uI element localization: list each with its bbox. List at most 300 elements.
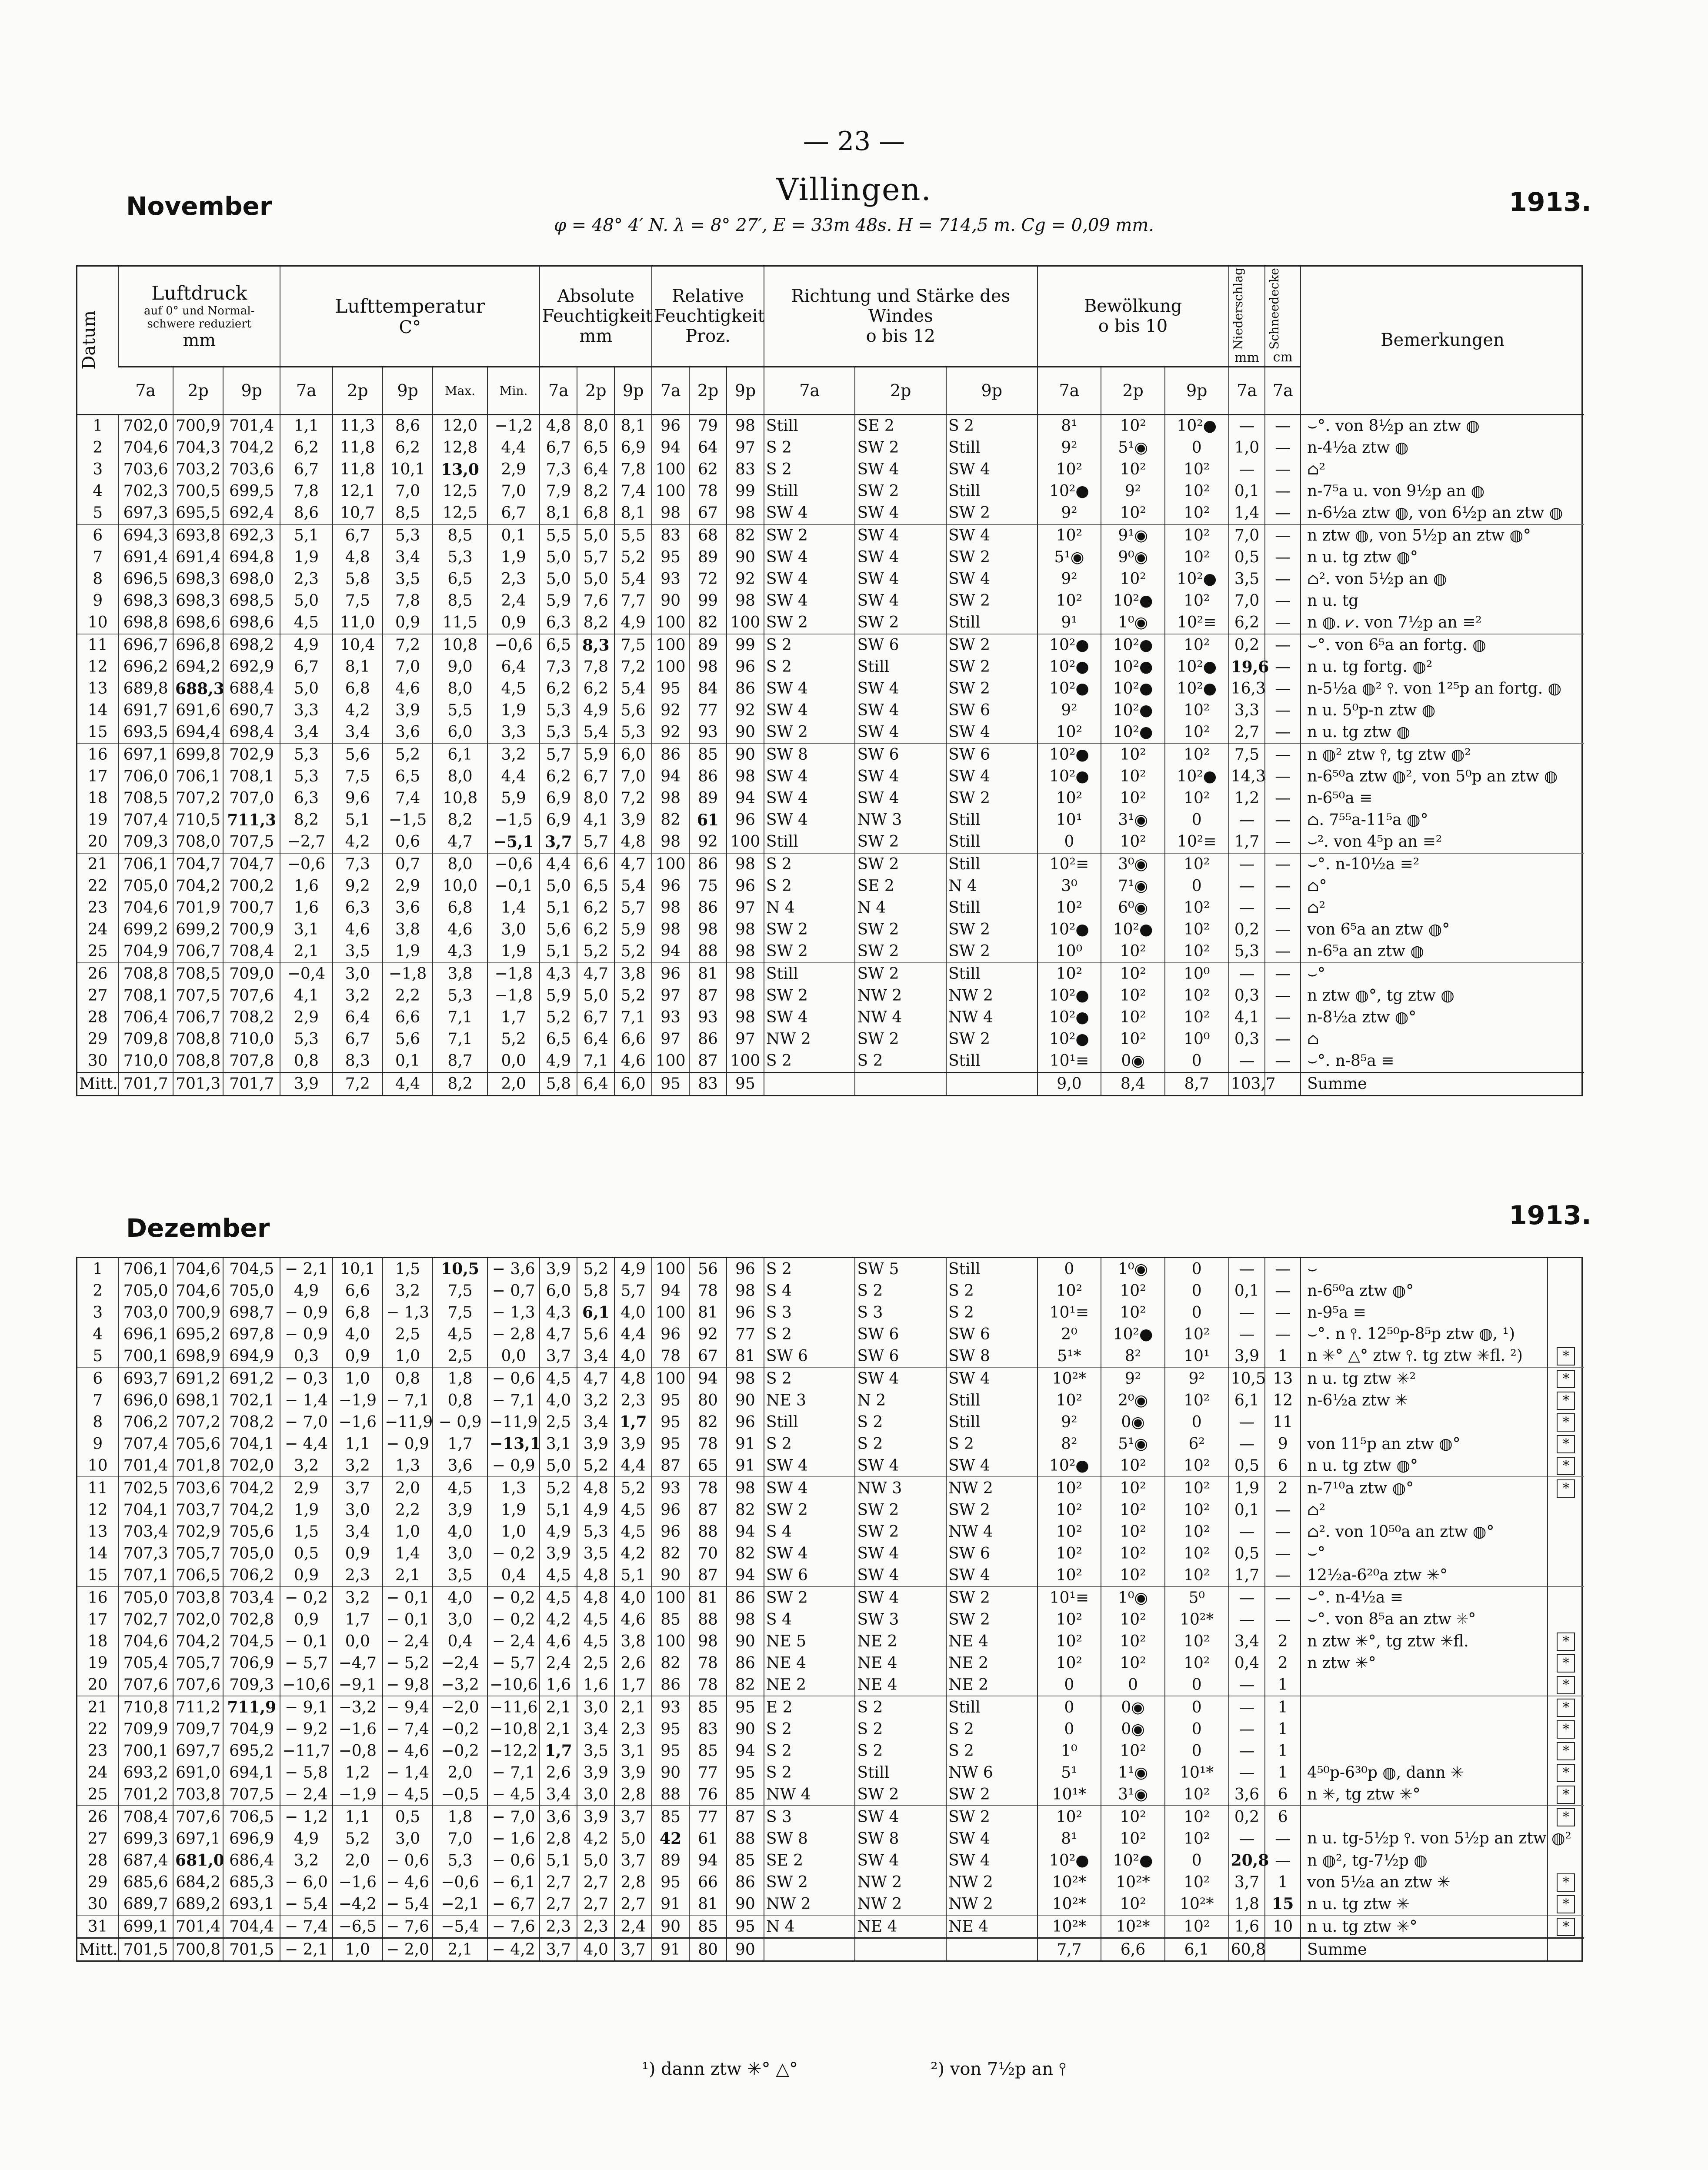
table-cell: 5,5: [433, 700, 487, 721]
table-cell: 86: [689, 853, 727, 875]
row-date: 21: [77, 1696, 118, 1718]
row-date: 16: [77, 1586, 118, 1609]
table-cell: ⌂. 7⁵⁵a-11⁵a ◍°: [1301, 809, 1584, 831]
table-cell: 10²*: [1101, 1915, 1165, 1938]
table-cell: —: [1265, 590, 1301, 612]
table-cell: 3,7: [540, 1345, 577, 1367]
table-cell: 699,3: [118, 1828, 173, 1850]
table-cell: 5¹◉: [1037, 547, 1101, 568]
row-date: 14: [87, 1544, 108, 1562]
table-cell: SW 4: [855, 700, 946, 721]
table-cell: 1¹◉: [1101, 1762, 1165, 1783]
table-cell: 5,4: [614, 678, 652, 700]
table-cell: 10²●: [1101, 721, 1165, 744]
table-cell: 710,5: [173, 809, 223, 831]
table-cell: − 7,4: [280, 1915, 332, 1938]
snow-box-icon: *: [1557, 1873, 1575, 1892]
table-cell: 2,8: [614, 1871, 652, 1893]
table-row: [77, 744, 1584, 766]
table-cell: 6,7: [280, 656, 332, 678]
table-cell: 696,7: [118, 634, 173, 656]
table-row: [77, 1050, 1584, 1073]
table-cell: 10²: [1037, 721, 1101, 744]
table-cell: S 4: [764, 1609, 855, 1630]
table-cell: 5¹◉: [1101, 1433, 1165, 1455]
table-cell: Still: [764, 831, 855, 853]
table-cell: 12: [1265, 1389, 1301, 1411]
station-coordinates: φ = 48° 4′ N. λ = 8° 27′, E = 33m 48s. H = 714,5 m. Cg = 0,09 mm.: [554, 215, 1154, 235]
table-cell: SW 2: [946, 1609, 1037, 1630]
table-cell: −2,4: [433, 1652, 487, 1674]
table-row: [77, 831, 1584, 853]
table-row: [77, 1915, 1584, 1938]
table-cell: NW 2: [946, 985, 1037, 1007]
table-cell: 86: [689, 897, 727, 919]
table-cell: 700,1: [118, 1740, 173, 1762]
table-cell: ⌣°. n-4½a ≡: [1301, 1586, 1548, 1609]
table-cell: SW 2: [946, 1783, 1037, 1806]
table-cell: 94: [689, 1850, 727, 1871]
table-cell: N 4: [764, 897, 855, 919]
table-cell: SW 2: [855, 853, 946, 875]
table-cell: NE 4: [855, 1915, 946, 1938]
table-cell: 0,9: [333, 1542, 383, 1564]
table-cell: 4,1: [280, 985, 332, 1007]
table-cell: −1,9: [333, 1783, 383, 1806]
table-cell: 98: [727, 919, 764, 941]
table-cell: 1,9: [1229, 1477, 1265, 1499]
table-cell: 698,6: [173, 612, 223, 634]
table-cell: 11,0: [333, 612, 383, 634]
table-cell: 5,5: [614, 524, 652, 547]
table-cell: 10²*: [1101, 1871, 1165, 1893]
table-cell: −3,2: [433, 1674, 487, 1696]
snow-box-icon: *: [1557, 1413, 1575, 1432]
mean-cell: 6,0: [614, 1072, 652, 1095]
table-cell: 6,9: [540, 809, 577, 831]
table-cell: [1301, 1806, 1548, 1828]
row-date: 30: [87, 1052, 108, 1070]
table-cell: 6,5: [540, 634, 577, 656]
table-cell: 692,4: [223, 502, 280, 524]
table-cell: 2,5: [540, 1411, 577, 1433]
table-cell: 1,1: [333, 1806, 383, 1828]
table-cell: 3,4: [540, 1783, 577, 1806]
table-cell: SW 4: [855, 788, 946, 809]
table-cell: 3,4: [383, 547, 433, 568]
snow-marker: [1548, 1630, 1584, 1652]
table-cell: 5,0: [577, 524, 614, 547]
table-cell: 68: [689, 524, 727, 547]
table-cell: − 2,8: [487, 1323, 540, 1345]
table-cell: n u. tg ztw ◍: [1301, 721, 1584, 744]
table-cell: 96: [652, 1499, 689, 1521]
table-cell: N 4: [946, 875, 1037, 897]
snow-box-icon: *: [1557, 1457, 1575, 1475]
table-cell: n u. tg ztw ✳²: [1301, 1367, 1548, 1389]
table-cell: 2,4: [614, 1915, 652, 1938]
table-cell: 8,3: [333, 1050, 383, 1073]
table-cell: 96: [727, 875, 764, 897]
table-cell: SW 2: [855, 1783, 946, 1806]
table-cell: Still: [946, 612, 1037, 634]
dezember-year: 1913.: [1509, 1200, 1591, 1231]
table-cell: —: [1265, 1521, 1301, 1542]
table-cell: 92: [689, 1323, 727, 1345]
table-cell: 96: [652, 875, 689, 897]
table-cell: 78: [689, 1674, 727, 1696]
table-cell: − 4,6: [383, 1740, 433, 1762]
mean-cell: 7,7: [1037, 1938, 1101, 1961]
table-cell: 64: [689, 437, 727, 459]
table-cell: 10²●: [1101, 919, 1165, 941]
table-row: [77, 985, 1584, 1007]
table-cell: SW 6: [855, 634, 946, 656]
table-cell: Still: [946, 963, 1037, 985]
table-cell: 704,1: [118, 1499, 173, 1521]
table-cell: 10²●: [1037, 1850, 1101, 1871]
table-cell: 711,3: [223, 809, 280, 831]
table-cell: 88: [727, 1828, 764, 1850]
table-cell: 6,5: [383, 766, 433, 788]
table-cell: 695,2: [223, 1740, 280, 1762]
table-cell: 707,2: [173, 788, 223, 809]
table-cell: 97: [652, 1028, 689, 1050]
table-cell: 2,0: [383, 1477, 433, 1499]
table-cell: 98: [727, 853, 764, 875]
table-cell: —: [1265, 831, 1301, 853]
table-cell: −0,1: [487, 875, 540, 897]
table-cell: 2,6: [540, 1762, 577, 1783]
table-cell: 86: [727, 1871, 764, 1893]
dezember-rows: [77, 1258, 1584, 1960]
table-cell: 0,1: [1229, 1280, 1265, 1302]
table-cell: NW 2: [946, 1871, 1037, 1893]
table-row: [77, 766, 1584, 788]
header-wind: Richtung und Stärke des Windes o bis 12: [764, 267, 1037, 367]
table-cell: 0,2: [1229, 1806, 1265, 1828]
table-cell: 707,6: [173, 1674, 223, 1696]
snow-marker: [1548, 1345, 1584, 1367]
table-cell: 708,5: [173, 963, 223, 985]
table-cell: −0,5: [433, 1783, 487, 1806]
table-cell: 10²: [1165, 744, 1229, 766]
table-cell: 10²: [1165, 634, 1229, 656]
hdr-ld-9p: 9p: [223, 367, 280, 414]
table-row: [77, 1893, 1584, 1915]
table-cell: 5⁰: [1165, 1586, 1229, 1609]
table-cell: 698,3: [118, 590, 173, 612]
table-cell: 93: [652, 568, 689, 590]
table-cell: 3,7: [614, 1806, 652, 1828]
table-cell: 701,4: [173, 1915, 223, 1938]
table-cell: NE 2: [764, 1674, 855, 1696]
table-row: [77, 1696, 1584, 1718]
table-cell: SW 2: [855, 963, 946, 985]
table-cell: SW 6: [946, 1542, 1037, 1564]
table-cell: S 2: [764, 1762, 855, 1783]
hdr-lt-max: Max.: [433, 367, 487, 414]
table-cell: 10,8: [433, 634, 487, 656]
table-cell: 0: [1165, 809, 1229, 831]
table-cell: 3,7: [614, 1850, 652, 1871]
table-cell: − 5,7: [280, 1652, 332, 1674]
table-cell: 10²: [1101, 985, 1165, 1007]
table-cell: NE 4: [855, 1674, 946, 1696]
table-cell: —: [1265, 678, 1301, 700]
mean-cell: − 2,0: [383, 1938, 433, 1961]
table-cell: 4,3: [540, 963, 577, 985]
table-cell: 4,8: [614, 1367, 652, 1389]
table-cell: − 1,4: [280, 1389, 332, 1411]
table-cell: −1,8: [487, 985, 540, 1007]
table-cell: 93: [689, 1007, 727, 1028]
table-cell: n u. tg ztw ✳°: [1301, 1915, 1548, 1938]
row-date: 28: [87, 1851, 108, 1870]
table-cell: 6,6: [383, 1007, 433, 1028]
table-cell: 693,8: [173, 524, 223, 547]
table-cell: − 1,6: [487, 1828, 540, 1850]
table-cell: 10²*: [1165, 1609, 1229, 1630]
table-row: [77, 437, 1584, 459]
table-cell: 92: [652, 700, 689, 721]
table-cell: 3,9: [577, 1762, 614, 1783]
table-cell: 2⁰◉: [1101, 1389, 1165, 1411]
november-table-frame: [76, 265, 1583, 1096]
snow-marker: [1548, 1893, 1584, 1915]
table-cell: 701,4: [118, 1455, 173, 1477]
table-cell: 13: [1265, 1367, 1301, 1389]
table-cell: −4,2: [333, 1893, 383, 1915]
table-cell: 10²●: [1037, 634, 1101, 656]
table-cell: −1,8: [383, 963, 433, 985]
table-cell: 78: [652, 1345, 689, 1367]
table-cell: 704,4: [223, 1915, 280, 1938]
table-cell: SW 4: [855, 1806, 946, 1828]
table-cell: SW 4: [855, 678, 946, 700]
table-cell: —: [1265, 1028, 1301, 1050]
table-cell: 66: [689, 1871, 727, 1893]
table-cell: 10²: [1101, 1477, 1165, 1499]
table-cell: 3,2: [280, 1455, 332, 1477]
table-cell: 8,1: [333, 656, 383, 678]
snow-box-icon: *: [1557, 1764, 1575, 1782]
table-cell: 9²: [1101, 1367, 1165, 1389]
mean-cell: 701,5: [223, 1938, 280, 1961]
table-cell: SW 4: [855, 1564, 946, 1586]
table-cell: − 0,1: [383, 1586, 433, 1609]
snow-marker: [1548, 1564, 1584, 1586]
table-cell: 7,3: [333, 853, 383, 875]
snow-marker: [1548, 1367, 1584, 1389]
table-cell: 707,4: [118, 1433, 173, 1455]
table-cell: 0,5: [280, 1542, 332, 1564]
snow-marker: [1548, 1609, 1584, 1630]
table-cell: SW 4: [946, 721, 1037, 744]
table-cell: 3,9: [577, 1806, 614, 1828]
table-cell: 6,4: [487, 656, 540, 678]
table-cell: 5,0: [540, 547, 577, 568]
table-row: [77, 1302, 1584, 1323]
row-date: 29: [87, 1030, 108, 1048]
table-cell: 82: [727, 524, 764, 547]
table-cell: 3,0: [383, 1828, 433, 1850]
table-cell: 10¹: [1037, 809, 1101, 831]
row-date: 4: [93, 482, 103, 500]
table-cell: 89: [652, 1850, 689, 1871]
table-cell: 3,8: [383, 919, 433, 941]
table-cell: 88: [652, 1783, 689, 1806]
table-cell: 14,3: [1229, 766, 1265, 788]
snow-marker: [1548, 1871, 1584, 1893]
hdr-s-7a: 7a: [1265, 367, 1301, 414]
table-cell: 711,2: [173, 1696, 223, 1718]
table-cell: 3,0: [333, 1499, 383, 1521]
table-cell: 2,8: [540, 1828, 577, 1850]
table-cell: 96: [727, 1258, 764, 1280]
table-cell: ⌣°: [1301, 1542, 1548, 1564]
table-cell: SW 2: [764, 919, 855, 941]
table-cell: 2,0: [333, 1850, 383, 1871]
table-cell: 95: [727, 1762, 764, 1783]
table-cell: 1: [1265, 1740, 1301, 1762]
table-cell: 81: [689, 1302, 727, 1323]
table-cell: 100: [652, 612, 689, 634]
row-date: 5: [93, 504, 103, 522]
table-cell: 89: [689, 634, 727, 656]
table-cell: —: [1265, 1007, 1301, 1028]
table-cell: SW 4: [855, 1367, 946, 1389]
table-cell: 707,5: [173, 985, 223, 1007]
table-cell: 81: [689, 1586, 727, 1609]
table-cell: 98: [652, 919, 689, 941]
table-cell: 7,0: [433, 1828, 487, 1850]
table-cell: 5,3: [614, 721, 652, 744]
mean-cell: [946, 1072, 1037, 1095]
table-cell: 0: [1037, 1718, 1101, 1740]
table-cell: 96: [727, 656, 764, 678]
table-cell: 85: [689, 1740, 727, 1762]
table-row: [77, 1007, 1584, 1028]
table-cell: 2,7: [540, 1893, 577, 1915]
table-row: [77, 656, 1584, 678]
table-cell: 2,4: [487, 590, 540, 612]
table-cell: ⌣°: [1301, 963, 1584, 985]
table-cell: SW 4: [855, 568, 946, 590]
table-cell: S 2: [946, 1740, 1037, 1762]
table-cell: 8²: [1101, 1345, 1165, 1367]
table-cell: 8,0: [577, 788, 614, 809]
table-cell: 6,4: [333, 1007, 383, 1028]
table-cell: 10²*: [1165, 1893, 1229, 1915]
table-cell: 4,7: [577, 1367, 614, 1389]
row-date: 2: [93, 439, 103, 457]
table-cell: 95: [652, 547, 689, 568]
table-cell: −0,6: [487, 634, 540, 656]
table-cell: 707,0: [223, 788, 280, 809]
table-row: [77, 590, 1584, 612]
table-cell: 10²: [1037, 1521, 1101, 1542]
table-cell: − 2,1: [280, 1258, 332, 1280]
row-date: 12: [87, 658, 108, 676]
table-cell: SW 4: [855, 1586, 946, 1609]
table-cell: 95: [652, 1411, 689, 1433]
table-cell: 6,8: [433, 897, 487, 919]
table-cell: 706,5: [173, 1564, 223, 1586]
table-cell: 4,9: [614, 1258, 652, 1280]
table-cell: 3¹◉: [1101, 1783, 1165, 1806]
table-cell: SW 2: [946, 1586, 1037, 1609]
table-cell: 6,2: [540, 766, 577, 788]
table-cell: —: [1265, 766, 1301, 788]
table-cell: SW 4: [855, 590, 946, 612]
table-cell: 8,5: [433, 590, 487, 612]
table-cell: 700,9: [173, 1302, 223, 1323]
table-cell: 10²: [1165, 1007, 1229, 1028]
table-cell: 704,6: [118, 437, 173, 459]
table-cell: 88: [689, 941, 727, 963]
table-cell: SW 8: [855, 1828, 946, 1850]
table-cell: 3,0: [487, 919, 540, 941]
footnote-1: ¹) dann ztw ✳° △°: [641, 2059, 798, 2079]
table-cell: 2,1: [280, 941, 332, 963]
table-cell: 705,0: [118, 875, 173, 897]
table-cell: 95: [652, 1740, 689, 1762]
table-cell: 705,0: [118, 1586, 173, 1609]
table-cell: − 0,9: [433, 1411, 487, 1433]
table-cell: 0,9: [333, 1345, 383, 1367]
table-cell: 3,5: [577, 1542, 614, 1564]
hdr-af-9p: 9p: [614, 367, 652, 414]
table-cell: 708,8: [118, 963, 173, 985]
table-cell: SW 4: [764, 766, 855, 788]
table-cell: 699,2: [173, 919, 223, 941]
table-cell: 10²: [1165, 459, 1229, 481]
table-cell: 4,0: [333, 1323, 383, 1345]
table-cell: 9²: [1101, 481, 1165, 502]
snow-marker: [1548, 1740, 1584, 1762]
table-cell: 704,2: [223, 1499, 280, 1521]
table-cell: 707,2: [173, 1411, 223, 1433]
table-cell: 0: [1165, 1696, 1229, 1718]
table-cell: n ztw ✳°: [1301, 1652, 1548, 1674]
table-cell: 0,7: [383, 853, 433, 875]
table-cell: 10²: [1037, 963, 1101, 985]
table-cell: 96: [652, 1323, 689, 1345]
table-cell: n ztw ✳°, tg ztw ✳fl.: [1301, 1630, 1548, 1652]
table-cell: 10²: [1101, 414, 1165, 437]
table-cell: 8,7: [433, 1050, 487, 1073]
table-row: [77, 1280, 1584, 1302]
table-cell: − 0,6: [487, 1850, 540, 1871]
table-cell: 100: [727, 1050, 764, 1073]
row-date: 13: [87, 1522, 108, 1541]
table-cell: 3,4: [333, 721, 383, 744]
table-cell: SW 2: [946, 919, 1037, 941]
row-date: 2: [93, 1282, 103, 1300]
table-cell: 702,5: [118, 1477, 173, 1499]
table-cell: 6,8: [333, 1302, 383, 1323]
table-cell: 709,9: [118, 1718, 173, 1740]
mean-cell: 6,4: [577, 1072, 614, 1095]
table-cell: 90: [727, 1630, 764, 1652]
table-row: [77, 1521, 1584, 1542]
table-cell: —: [1265, 744, 1301, 766]
table-cell: − 7,6: [487, 1915, 540, 1938]
table-cell: —: [1265, 1323, 1301, 1345]
table-cell: ⌣°. n-10½a ≡²: [1301, 853, 1584, 875]
table-cell: 2⁰: [1037, 1323, 1101, 1345]
